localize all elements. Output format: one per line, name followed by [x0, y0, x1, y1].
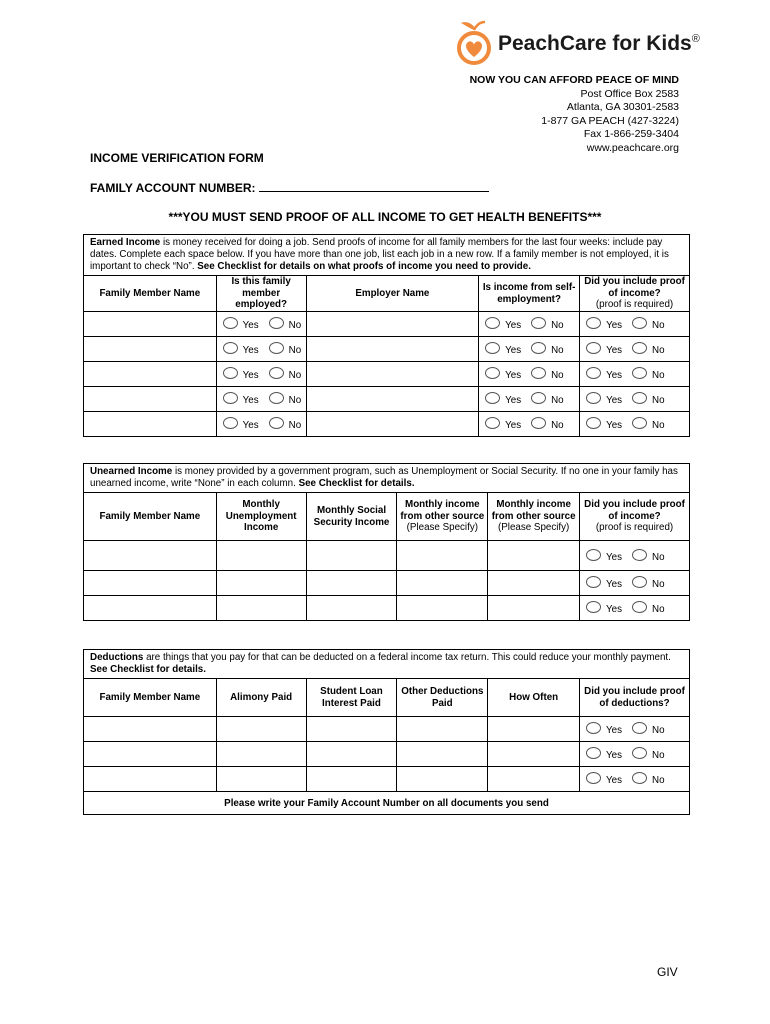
yes-radio[interactable] [586, 601, 601, 613]
peach-icon [453, 20, 495, 66]
yes-radio[interactable] [223, 367, 238, 379]
col-other-deductions: Other Deductions Paid [397, 679, 488, 717]
proof-yes-no[interactable]: Yes No [580, 742, 690, 767]
name-cell[interactable] [84, 767, 217, 792]
alimony-cell[interactable] [216, 767, 306, 792]
employer-cell[interactable] [306, 312, 479, 337]
yes-radio[interactable] [223, 417, 238, 429]
no-radio[interactable] [632, 342, 647, 354]
table-row [84, 571, 690, 596]
col-self-employment: Is income from self-employment? [479, 276, 580, 312]
no-radio[interactable] [269, 417, 284, 429]
logo-wordmark: PeachCare for Kids® [498, 32, 700, 55]
employed-yes-no[interactable]: Yes No [216, 412, 306, 437]
col-alimony: Alimony Paid [216, 679, 306, 717]
account-number-label: FAMILY ACCOUNT NUMBER: [90, 181, 256, 195]
no-radio[interactable] [632, 392, 647, 404]
phone-line: 1-877 GA PEACH (427-3224) [541, 114, 679, 127]
yes-radio[interactable] [485, 317, 500, 329]
other-source-cell[interactable] [488, 541, 580, 571]
no-radio[interactable] [269, 392, 284, 404]
table-row [84, 387, 690, 412]
table-row [84, 337, 690, 362]
no-radio[interactable] [632, 576, 647, 588]
other-source-cell[interactable] [397, 571, 488, 596]
no-radio[interactable] [632, 772, 647, 784]
deductions-intro: Deductions are things that you pay for that can be deducted on a federal income tax return. This could reduce your monthly payment. See Checklist for details. [84, 650, 690, 679]
proof-banner: ***YOU MUST SEND PROOF OF ALL INCOME TO GET HEALTH BENEFITS*** [168, 210, 602, 224]
social-security-cell[interactable] [306, 596, 397, 621]
yes-radio[interactable] [485, 392, 500, 404]
self-employment-yes-no[interactable]: Yes No [479, 412, 580, 437]
no-radio[interactable] [269, 367, 284, 379]
table-row [84, 412, 690, 437]
col-proof-income: Did you include proof of income? (proof is required) [580, 493, 690, 541]
yes-radio[interactable] [586, 317, 601, 329]
col-student-loan: Student Loan Interest Paid [306, 679, 397, 717]
self-employment-yes-no[interactable]: Yes No [479, 312, 580, 337]
alimony-cell[interactable] [216, 717, 306, 742]
self-employment-yes-no[interactable]: Yes No [479, 362, 580, 387]
no-radio[interactable] [632, 601, 647, 613]
proof-yes-no[interactable]: Yes No [580, 312, 690, 337]
name-cell[interactable] [84, 387, 217, 412]
table-row [84, 717, 690, 742]
yes-radio[interactable] [485, 417, 500, 429]
form-title: INCOME VERIFICATION FORM [90, 151, 264, 165]
yes-radio[interactable] [586, 576, 601, 588]
yes-radio[interactable] [586, 747, 601, 759]
proof-yes-no[interactable]: Yes No [580, 717, 690, 742]
deductions-table [83, 649, 690, 815]
website-link[interactable]: www.peachcare.org [586, 141, 679, 154]
proof-yes-no[interactable]: Yes No [580, 596, 690, 621]
name-cell[interactable] [84, 312, 217, 337]
employer-cell[interactable] [306, 412, 479, 437]
no-radio[interactable] [632, 317, 647, 329]
col-proof-income: Did you include proof of income? (proof is required) [580, 276, 690, 312]
name-cell[interactable] [84, 571, 217, 596]
earned-income-intro: Earned Income is money received for doing a job. Send proofs of income for all family members for the last four weeks: include pay dates. Complete each space below. If you have more than one job, list each job in a new row. If a family member is not employed, it is important to check “No”. See Checklist for details on what proofs of income you need to provide. [84, 235, 690, 276]
proof-yes-no[interactable]: Yes No [580, 571, 690, 596]
unearned-income-intro: Unearned Income is money provided by a government program, such as Unemployment or Social Security. If no one in your family has unearned income, write “None” in each column. See Checklist for details. [84, 464, 690, 493]
proof-yes-no[interactable]: Yes No [580, 541, 690, 571]
name-cell[interactable] [84, 412, 217, 437]
yes-radio[interactable] [485, 367, 500, 379]
yes-radio[interactable] [586, 392, 601, 404]
how-often-cell[interactable] [488, 717, 580, 742]
employer-cell[interactable] [306, 387, 479, 412]
account-number-row [90, 180, 489, 195]
peachcare-logo [453, 20, 700, 70]
col-employed: Is this family member employed? [216, 276, 306, 312]
proof-yes-no[interactable]: Yes No [580, 337, 690, 362]
col-other-source-2: Monthly income from other source (Please Specify) [488, 493, 580, 541]
col-family-member: Family Member Name [84, 493, 217, 541]
col-family-member: Family Member Name [84, 276, 217, 312]
employed-yes-no[interactable]: Yes No [216, 387, 306, 412]
no-radio[interactable] [531, 392, 546, 404]
unearned-income-table [83, 463, 690, 621]
self-employment-yes-no[interactable]: Yes No [479, 387, 580, 412]
employed-yes-no[interactable]: Yes No [216, 362, 306, 387]
table-row [84, 596, 690, 621]
name-cell[interactable] [84, 742, 217, 767]
yes-radio[interactable] [223, 342, 238, 354]
table-row [84, 541, 690, 571]
no-radio[interactable] [632, 747, 647, 759]
yes-radio[interactable] [586, 549, 601, 561]
col-proof-deductions: Did you include proof of deductions? [580, 679, 690, 717]
yes-radio[interactable] [223, 317, 238, 329]
address-line: Atlanta, GA 30301-2583 [566, 101, 679, 113]
other-source-cell[interactable] [397, 596, 488, 621]
other-source-cell[interactable] [488, 571, 580, 596]
name-cell[interactable] [84, 596, 217, 621]
proof-yes-no[interactable]: Yes No [580, 362, 690, 387]
employer-cell[interactable] [306, 337, 479, 362]
other-source-cell[interactable] [488, 596, 580, 621]
yes-radio[interactable] [586, 367, 601, 379]
self-employment-yes-no[interactable]: Yes No [479, 337, 580, 362]
student-loan-cell[interactable] [306, 717, 397, 742]
student-loan-cell[interactable] [306, 742, 397, 767]
proof-yes-no[interactable]: Yes No [580, 767, 690, 792]
earned-income-table [83, 234, 690, 437]
unemployment-cell[interactable] [216, 571, 306, 596]
unemployment-cell[interactable] [216, 541, 306, 571]
no-radio[interactable] [531, 342, 546, 354]
yes-radio[interactable] [223, 392, 238, 404]
name-cell[interactable] [84, 337, 217, 362]
account-number-field[interactable] [259, 180, 489, 192]
unemployment-cell[interactable] [216, 596, 306, 621]
proof-yes-no[interactable]: Yes No [580, 387, 690, 412]
no-radio[interactable] [632, 417, 647, 429]
footer-note: Please write your Family Account Number on all documents you send [84, 792, 690, 815]
fax-line: Fax 1-866-259-3404 [583, 128, 679, 140]
other-deductions-cell[interactable] [397, 767, 488, 792]
col-family-member: Family Member Name [84, 679, 217, 717]
proof-yes-no[interactable]: Yes No [580, 412, 690, 437]
name-cell[interactable] [84, 717, 217, 742]
table-row [84, 312, 690, 337]
no-radio[interactable] [632, 367, 647, 379]
tagline: NOW YOU CAN AFFORD PEACE OF MIND [469, 74, 679, 86]
how-often-cell[interactable] [488, 742, 580, 767]
col-how-often: How Often [488, 679, 580, 717]
alimony-cell[interactable] [216, 742, 306, 767]
student-loan-cell[interactable] [306, 767, 397, 792]
col-other-source-1: Monthly income from other source (Please Specify) [397, 493, 488, 541]
name-cell[interactable] [84, 541, 217, 571]
col-social-security: Monthly Social Security Income [306, 493, 397, 541]
col-employer: Employer Name [306, 276, 479, 312]
page-code: GIV [657, 965, 678, 979]
employer-cell[interactable] [306, 362, 479, 387]
address-block [470, 74, 679, 155]
col-unemployment: Monthly Unemployment Income [216, 493, 306, 541]
yes-radio[interactable] [586, 772, 601, 784]
no-radio[interactable] [531, 317, 546, 329]
employed-yes-no[interactable]: Yes No [216, 337, 306, 362]
table-row [84, 767, 690, 792]
yes-radio[interactable] [586, 342, 601, 354]
no-radio[interactable] [632, 722, 647, 734]
how-often-cell[interactable] [488, 767, 580, 792]
no-radio[interactable] [531, 367, 546, 379]
social-security-cell[interactable] [306, 541, 397, 571]
other-deductions-cell[interactable] [397, 742, 488, 767]
yes-radio[interactable] [586, 722, 601, 734]
social-security-cell[interactable] [306, 571, 397, 596]
no-radio[interactable] [531, 417, 546, 429]
other-deductions-cell[interactable] [397, 717, 488, 742]
table-row [84, 742, 690, 767]
no-radio[interactable] [269, 317, 284, 329]
no-radio[interactable] [269, 342, 284, 354]
yes-radio[interactable] [485, 342, 500, 354]
no-radio[interactable] [632, 549, 647, 561]
other-source-cell[interactable] [397, 541, 488, 571]
earned-rows [84, 312, 690, 437]
employed-yes-no[interactable]: Yes No [216, 312, 306, 337]
table-row [84, 362, 690, 387]
name-cell[interactable] [84, 362, 217, 387]
address-line: Post Office Box 2583 [580, 87, 679, 100]
yes-radio[interactable] [586, 417, 601, 429]
